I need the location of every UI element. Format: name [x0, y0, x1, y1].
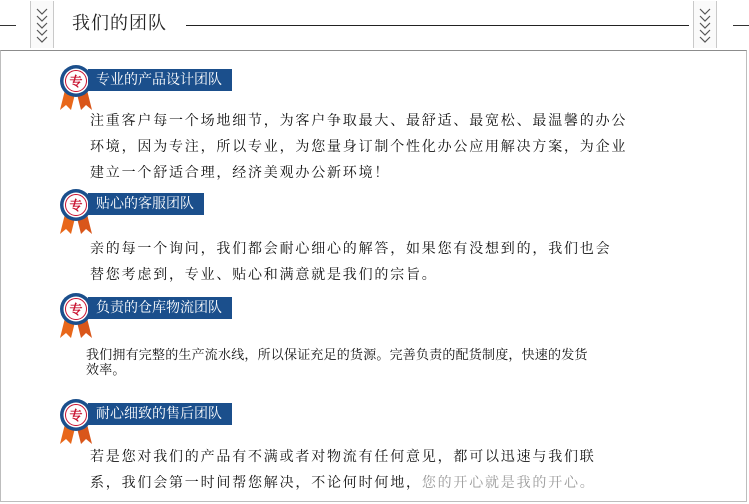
body-line: 效率。	[86, 363, 126, 378]
page-title: 我们的团队	[72, 13, 167, 34]
body-line	[90, 470, 710, 496]
header-decoration-right	[693, 1, 717, 48]
section-body	[86, 348, 706, 378]
body-line: 亲的每一个询问，我们都会耐心细心的解答，如果您有没想到的，我们也会	[90, 241, 612, 257]
section-body	[90, 236, 710, 288]
body-line-tail: 您的开心就是我的开心。	[421, 475, 596, 491]
section-body	[90, 444, 710, 496]
body-line: 若是您对我们的产品有不满或者对物流有任何意见，都可以迅速与我们联	[90, 449, 596, 465]
section-header	[0, 0, 749, 50]
badge-glyph: 专	[69, 303, 83, 318]
section-title: 负责的仓库物流团队	[88, 297, 232, 319]
badge-glyph: 专	[69, 75, 83, 90]
badge-glyph: 专	[69, 409, 83, 424]
badge-glyph: 专	[69, 199, 83, 214]
header-rule-right	[733, 25, 749, 26]
body-line-main: 系，我们会第一时间帮您解决，不论何时何地，	[90, 475, 422, 491]
section-body	[90, 108, 710, 186]
section-title: 耐心细致的售后团队	[88, 403, 232, 425]
body-line: 环境，因为专注，所以专业，为您量身订制个性化办公应用解决方案，为企业	[90, 139, 628, 155]
body-line: 建立一个舒适合理，经济美观办公新环境！	[90, 165, 391, 181]
header-rule	[186, 25, 689, 26]
header-rule-left	[0, 25, 16, 26]
section-title: 专业的产品设计团队	[88, 69, 232, 91]
body-line: 注重客户每一个场地细节，为客户争取最大、最舒适、最宽松、最温馨的办公	[90, 113, 628, 129]
header-decoration-left	[30, 1, 54, 48]
chevron-down-icon	[698, 5, 712, 45]
chevron-down-icon	[35, 5, 49, 45]
body-line: 我们拥有完整的生产流水线，所以保证充足的货源。完善负责的配货制度，快速的发货	[86, 348, 588, 363]
body-line: 替您考虑到，专业、贴心和满意就是我们的宗旨。	[90, 267, 438, 283]
section-title: 贴心的客服团队	[88, 193, 204, 215]
